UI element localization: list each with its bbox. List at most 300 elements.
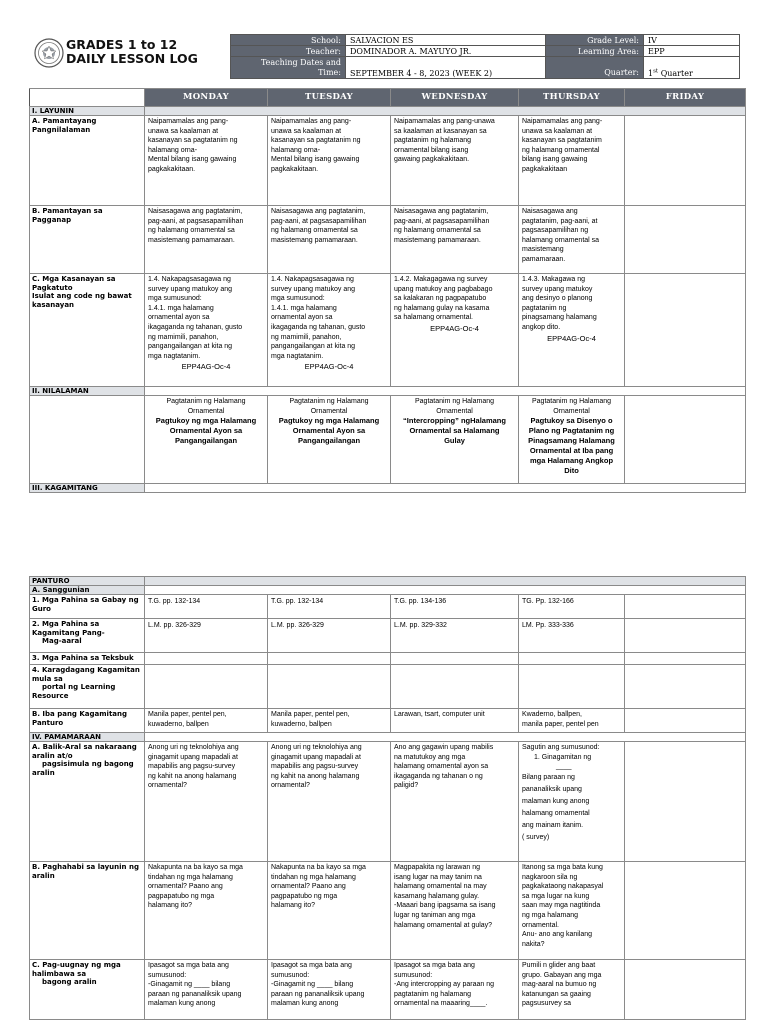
text-line: Ipasagot sa mga bata ang — [148, 962, 229, 969]
text-line: nagkaroon sila ng — [522, 873, 578, 881]
cell-paghahabi-thursday — [519, 862, 625, 960]
text-line: pagtatanim ng halamang — [394, 990, 472, 998]
text-line: Ipasagot sa mga bata ang — [271, 962, 352, 969]
text-line: malaman kung anong — [148, 1000, 216, 1008]
text-line: unawa sa kaalaman at — [271, 127, 342, 135]
cell-nilalaman-monday — [145, 396, 268, 484]
day-header-tuesday: TUESDAY — [268, 89, 391, 107]
text-line: halamang ornamental ayon sa — [394, 763, 489, 771]
text-line: masistemang pamamaraan. — [148, 236, 235, 244]
section-label-layunin: I. LAYUNIN — [30, 107, 145, 116]
text-line: Anu- ano ang kanilang — [522, 931, 593, 939]
lesson-log-table-2 — [29, 576, 746, 1020]
row-label-pamantayan-sa-pagganap: B. Pamantayan sa Pagganap — [30, 206, 145, 274]
text-line: kasanayan sa pagtatanim ng — [148, 137, 238, 145]
cell-iba-wednesday — [391, 709, 519, 733]
text-line: ng kahit na anong halamang — [271, 772, 360, 780]
table-row — [30, 709, 746, 733]
text-line: Pangangailangan — [297, 436, 361, 446]
cell-nilalaman-wednesday — [391, 396, 519, 484]
text-line: Anong uri ng teknolohiya ang — [148, 744, 239, 751]
text-line: Manila paper, pentel pen, — [271, 711, 350, 718]
section-fill — [145, 586, 746, 595]
nilalaman-title — [394, 416, 515, 446]
section-fill — [145, 107, 746, 116]
table-row — [30, 206, 746, 274]
text-line: Naipamamalas ang pang-unawa — [394, 118, 495, 125]
teaching-dates-label-line-2: Time: — [318, 68, 341, 77]
text-line: pangangailangan at kita ng — [148, 343, 233, 351]
cell-c-thursday-text — [522, 275, 621, 333]
pag-uugnay-label-line: C. Pag-uugnay ng mga — [32, 961, 121, 969]
text-line: paraan ng pananaliksik upang — [148, 990, 242, 998]
cell-balik-aral-monday — [145, 742, 268, 862]
text-line: sumusunod: — [394, 971, 433, 979]
text-line: pag-aani, at pagsasapamilihan — [271, 217, 367, 225]
table-row — [30, 742, 746, 862]
cell-iba-thursday — [519, 709, 625, 733]
text-line: pag-aani, at pagsasapamilihan — [148, 217, 244, 225]
text-line: halamang ornamental sa — [522, 236, 600, 244]
cell-gabay-tuesday: T.G. pp. 132-134 — [268, 595, 391, 619]
cell-pag-uugnay-tuesday — [268, 960, 391, 1020]
karag-label-line: mula sa — [32, 674, 63, 683]
table-row — [30, 960, 746, 1020]
cell-balik-aral-friday — [625, 742, 746, 862]
learning-area-value: EPP — [644, 46, 740, 57]
header-info-table — [230, 34, 740, 79]
text-line: 1.4.1. mga halamang — [148, 304, 214, 312]
title-line-2: DAILY LESSON LOG — [66, 51, 198, 66]
section-row-nilalaman — [30, 387, 746, 396]
text-line: pagkakataong nakapasyal — [522, 883, 604, 891]
text-line: Ornamental sa Halamang — [409, 426, 500, 436]
text-line: 1.4. Nakapagsasagawa ng — [148, 276, 231, 283]
cell-lm-wednesday: L.M. pp. 329-332 — [391, 619, 519, 653]
text-line: Gulay — [444, 436, 465, 446]
cell-paghahabi-friday — [625, 862, 746, 960]
competency-code: EPP4AG-Oc-4 — [304, 362, 354, 372]
quarter-label: Quarter: — [546, 57, 644, 79]
cell-b-friday — [625, 206, 746, 274]
text-line: Ornamental at Iba pang — [529, 446, 614, 456]
cell-c-wednesday — [391, 274, 519, 387]
cell-a-monday — [145, 116, 268, 206]
section-label-sanggunian: A. Sanggunian — [30, 586, 145, 595]
day-header-blank — [30, 89, 145, 107]
text-line: pangangailangan at kita ng — [271, 343, 356, 351]
text-line: tindahan ng mga halamang — [271, 873, 356, 881]
cell-lm-tuesday: L.M. pp. 326-329 — [268, 619, 391, 653]
text-line: ng halamang ornamental — [522, 146, 600, 154]
text-line: Pangangailangan — [174, 436, 238, 446]
text-line: Itanong sa mga bata kung — [522, 864, 603, 871]
cell-karag-friday — [625, 665, 746, 709]
row-label-mga-kasanayan — [30, 274, 145, 387]
text-line: ng halamang ornamental sa — [394, 227, 481, 235]
teaching-dates-value: SEPTEMBER 4 - 8, 2023 (WEEK 2) — [346, 57, 546, 79]
section-row-sanggunian — [30, 586, 746, 595]
cell-c-thursday — [519, 274, 625, 387]
text-line: kasanayan sa pagtatanim — [522, 137, 602, 145]
balik-aral-label-line: A. Balik-Aral sa nakaraang — [32, 743, 137, 751]
text-line: gawaing pagkakakitaan. — [394, 156, 470, 164]
text-line: kasamang halamang gulay. — [394, 892, 480, 900]
cell-a-tuesday — [268, 116, 391, 206]
section-label-kagamitang: III. KAGAMITANG — [30, 484, 145, 493]
cell-c-monday — [145, 274, 268, 387]
competency-code: EPP4AG-Oc-4 — [547, 333, 596, 343]
cell-paghahabi-tuesday — [268, 862, 391, 960]
section-label-panturo: PANTURO — [30, 577, 145, 586]
nilalaman-title — [148, 416, 264, 446]
day-header-monday: MONDAY — [145, 89, 268, 107]
text-line: ( survey) — [522, 833, 550, 841]
cell-c-wednesday-text — [394, 275, 515, 323]
row-label-teksbuk: 3. Mga Pahina sa Teksbuk — [30, 653, 145, 665]
cell-lm-thursday: LM. Pp. 333-336 — [519, 619, 625, 653]
competency-code: EPP4AG-Oc-4 — [181, 362, 231, 372]
text-line: Ipasagot sa mga bata ang — [394, 962, 475, 969]
text-line: Naisasagawa ang pagtatanim, — [394, 208, 489, 215]
cell-a-thursday — [519, 116, 625, 206]
section-row-kagamitang — [30, 484, 746, 493]
cell-teksbuk-monday — [145, 653, 268, 665]
cell-balik-aral-wednesday — [391, 742, 519, 862]
thursday-question-1: 1. Ginagamitan ng — [534, 753, 592, 761]
text-line: isang lugar na may tanim na — [394, 873, 482, 881]
text-line: mga nagtatanim. — [271, 352, 324, 360]
text-line: pagpapatubo ng mga — [148, 892, 215, 900]
day-header-thursday: THURSDAY — [519, 89, 625, 107]
text-line: pagkakakitaan. — [148, 165, 196, 173]
row-label-iba-pang-kagamitang — [30, 709, 145, 733]
balik-aral-label-line: aralin at/o — [32, 751, 73, 760]
text-line: masistemang pamamaraan. — [394, 236, 481, 244]
nilalaman-topic — [271, 397, 387, 416]
text-line: kasanayan sa pagtatanim ng — [271, 137, 361, 145]
cell-a-friday — [625, 116, 746, 206]
lesson-log-table-1 — [29, 88, 746, 493]
text-line: “Intercropping” ngHalamang — [403, 416, 506, 426]
text-line: 1.4. Nakapagsasagawa ng — [271, 276, 354, 283]
text-line: Ornamental Ayon sa — [169, 426, 243, 436]
text-line: sa kalakaran ng pagpapatubo — [394, 295, 487, 303]
text-line: -Maaari bang ipagsama sa isang — [394, 902, 496, 910]
cell-karag-tuesday — [268, 665, 391, 709]
text-line: pagsasapamilihan ng — [522, 227, 589, 235]
cell-b-tuesday — [268, 206, 391, 274]
text-line: ikagaganda ng tahanan, gusto — [271, 323, 366, 331]
text-line: ng halamang ornamental sa — [148, 227, 235, 235]
text-line: Pagtatanim ng Halamang — [289, 398, 369, 405]
text-line: Naisasagawa ang — [522, 208, 578, 215]
text-line: Nakapunta na ba kayo sa mga — [148, 864, 243, 871]
text-line: pananaliksik upang — [522, 785, 582, 793]
text-line: -Ang intercropping ay paraan ng — [394, 981, 495, 989]
text-line: nakita? — [522, 940, 545, 948]
text-line: masistemang pamamaraan. — [271, 236, 358, 244]
text-line: pinagsamang halamang — [522, 314, 597, 322]
row-label-karagdagang-kagamitan — [30, 665, 145, 709]
cell-iba-monday — [145, 709, 268, 733]
text-line: Pagtatanim ng Halamang — [166, 398, 246, 405]
text-line: mag-aaral na bumuo ng — [522, 981, 597, 989]
cell-pag-uugnay-thursday — [519, 960, 625, 1020]
text-line: manila paper, pentel pen — [522, 720, 599, 728]
cell-nilalaman-tuesday — [268, 396, 391, 484]
text-line: mapabilis ang pagsu-survey — [271, 763, 359, 771]
text-line: ng mga halamang — [522, 911, 579, 919]
section-fill — [145, 577, 746, 586]
text-line: masistemang — [522, 246, 564, 254]
text-line: ang mainam itanim. — [522, 821, 584, 829]
table-row — [30, 665, 746, 709]
table-row — [30, 396, 746, 484]
row-label-kasanayan-line-2: Isulat ang code ng bawat kasanayan — [32, 292, 132, 309]
table-row — [30, 595, 746, 619]
text-line: halamang ito? — [148, 902, 192, 910]
cell-nilalaman-label — [30, 396, 145, 484]
day-header-friday: FRIDAY — [625, 89, 746, 107]
text-line: Ornamental Ayon sa — [292, 426, 366, 436]
text-line: ang desinyo o planong — [522, 295, 593, 303]
cell-lm-friday — [625, 619, 746, 653]
cell-nilalaman-friday — [625, 396, 746, 484]
table-row — [30, 274, 746, 387]
karag-label-line: Resource — [32, 691, 69, 700]
deped-seal-logo — [34, 37, 64, 69]
text-line: Naipamamalas ang pang- — [271, 118, 352, 125]
teaching-dates-label — [231, 57, 346, 79]
cell-teksbuk-tuesday — [268, 653, 391, 665]
text-line: tindahan ng mga halamang — [148, 873, 233, 881]
text-line: Ano ang gagawin upang mabilis — [394, 744, 494, 751]
row-label-pamantayang-pangnilalaman: A. Pamantayang Pangnilalaman — [30, 116, 145, 206]
text-line: Ornamental — [553, 407, 590, 415]
text-line: ng halamang gulay na kasama — [394, 304, 490, 312]
text-line: halamang ito? — [271, 902, 315, 910]
cell-paghahabi-monday — [145, 862, 268, 960]
text-line: ng halamang ornamental sa — [271, 227, 358, 235]
document-title — [66, 38, 198, 66]
cell-gabay-wednesday: T.G. pp. 134-136 — [391, 595, 519, 619]
text-line: sa mga lugar na kung — [522, 892, 590, 900]
karag-label-line: 4. Karagdagang Kagamitan — [32, 666, 140, 674]
text-line: ornamental? Paano ang — [148, 883, 223, 891]
text-line: Larawan, tsart, computer unit — [394, 711, 485, 718]
text-line: pagtatanim ng halamang — [394, 137, 472, 145]
text-line: Ornamental — [187, 407, 225, 415]
cell-karag-monday — [145, 665, 268, 709]
text-line: Mental bilang isang gawaing — [148, 156, 237, 164]
text-line: B. Paghahabi sa layunin ng — [32, 863, 139, 871]
row-label-paghahabi — [30, 862, 145, 960]
text-line: pagtatanim ng — [522, 304, 567, 312]
text-line: survey upang matukoy ang — [148, 285, 233, 293]
pag-uugnay-label-line: halimbawa sa — [32, 969, 87, 978]
text-line: 1. Mga Pahina sa Gabay ng — [32, 596, 139, 604]
text-line: Magpapakita ng larawan ng — [394, 864, 481, 871]
row-label-gabay-ng-guro — [30, 595, 145, 619]
cell-iba-tuesday — [268, 709, 391, 733]
day-header-wednesday: WEDNESDAY — [391, 89, 519, 107]
text-line: angkop dito. — [522, 323, 561, 331]
balik-aral-label-line: pagsisimula ng bagong — [42, 760, 134, 768]
text-line: Naipamamalas ang pang- — [148, 118, 229, 125]
row-label-pag-uugnay — [30, 960, 145, 1020]
text-line: ornamental bilang isang — [394, 146, 469, 154]
cell-paghahabi-wednesday — [391, 862, 519, 960]
cell-teksbuk-wednesday — [391, 653, 519, 665]
cell-balik-aral-tuesday — [268, 742, 391, 862]
text-line: Kwaderno, ballpen, — [522, 711, 582, 718]
text-line: ornamental? — [271, 782, 310, 790]
text-line: unawa sa kaalaman at — [522, 127, 593, 135]
text-line: -Ginagamit ng ____ bilang — [271, 981, 354, 989]
section-row-pamamaraan — [30, 733, 746, 742]
cell-pag-uugnay-friday — [625, 960, 746, 1020]
text-line: katanungan sa gaaing — [522, 990, 591, 998]
text-line: kuwaderno, ballpen — [148, 720, 209, 728]
text-line: halamang ornamental — [522, 809, 590, 817]
quarter-value — [644, 57, 740, 79]
text-line: pagpapatubo ng mga — [271, 892, 338, 900]
nilalaman-topic — [394, 397, 515, 416]
text-line: halamang ornamental at gulay? — [394, 921, 493, 929]
text-line: sumusunod: — [148, 971, 187, 979]
teacher-label: Teacher: — [231, 46, 346, 57]
nilalaman-title — [271, 416, 387, 446]
text-line: pagkakakitaan — [522, 165, 568, 173]
text-line: Manila paper, pentel pen, — [148, 711, 227, 718]
text-line: Pumili n glider ang baat — [522, 962, 596, 969]
text-line: pagsusurvey sa — [522, 1000, 572, 1008]
cell-pag-uugnay-monday — [145, 960, 268, 1020]
table-row — [30, 862, 746, 960]
text-line: bilang isang gawaing — [522, 156, 588, 164]
text-line: ornamental ayon sa — [271, 314, 333, 322]
cell-c-monday-text — [148, 275, 264, 361]
cell-b-monday — [145, 206, 268, 274]
text-line: survey upang matukoy — [522, 285, 593, 293]
karag-label-line: portal ng Learning — [42, 683, 116, 691]
text-line: ng kahit na anong halamang — [148, 772, 237, 780]
text-line: sa kaalaman at kasanayan sa — [394, 127, 487, 135]
text-line: ng mamimili, panahon, — [271, 333, 342, 341]
text-line: survey upang matukoy ang — [271, 285, 356, 293]
lm-label-line: 2. Mga Pahina sa — [32, 620, 100, 628]
text-line: ornamental? — [148, 782, 187, 790]
text-line: Anong uri ng teknolohiya ang — [271, 744, 362, 751]
text-line: halamang orna- — [271, 146, 321, 154]
text-line: pagtatanim, pag-aani, at — [522, 217, 598, 225]
nilalaman-topic — [148, 397, 264, 416]
text-line: Naisasagawa ang pagtatanim, — [271, 208, 366, 215]
text-line: ginagamit upang mapadali at — [148, 753, 238, 761]
title-line-1: GRADES 1 to 12 — [66, 37, 178, 52]
cell-gabay-thursday: TG. Pp. 132-166 — [519, 595, 625, 619]
section-row-panturo — [30, 577, 746, 586]
text-line: Pinagsamang Halamang — [528, 436, 615, 446]
thursday-instruction: Sagutin ang sumusunod: — [522, 744, 600, 751]
text-line: malaman kung anong — [522, 797, 590, 805]
text-line: pamamaraan. — [522, 255, 566, 263]
school-label: School: — [231, 35, 346, 46]
text-line: Guro — [32, 604, 51, 613]
cell-b-thursday — [519, 206, 625, 274]
cell-karag-thursday — [519, 665, 625, 709]
section-label-nilalaman: II. NILALAMAN — [30, 387, 145, 396]
text-line: Naipamamalas ang pang- — [522, 118, 603, 125]
section-label-pamamaraan: IV. PAMAMARAAN — [30, 733, 145, 742]
text-line: Pagtukoy ng mga Halamang — [278, 416, 380, 426]
cell-a-wednesday — [391, 116, 519, 206]
thursday-blank: ____ — [556, 763, 572, 771]
text-line: ikagaganda ng tahanan o ng — [394, 772, 483, 780]
thursday-answer-text — [522, 772, 621, 844]
text-line: Dito — [564, 466, 579, 476]
cell-nilalaman-thursday — [519, 396, 625, 484]
text-line: sumusunod: — [271, 971, 310, 979]
nilalaman-title — [522, 416, 621, 476]
text-line: Nakapunta na ba kayo sa mga — [271, 864, 366, 871]
text-line: paligid? — [394, 782, 419, 790]
pag-uugnay-label-line: bagong aralin — [42, 978, 97, 986]
text-line: Ornamental — [310, 407, 348, 415]
cell-iba-friday — [625, 709, 746, 733]
text-line: mga nagtatanim. — [148, 352, 201, 360]
text-line: ornamental ayon sa — [148, 314, 210, 322]
cell-lm-monday: L.M. pp. 326-329 — [145, 619, 268, 653]
text-line: Mental bilang isang gawaing — [271, 156, 360, 164]
cell-b-wednesday — [391, 206, 519, 274]
lm-label-line: Kagamitang Pang- — [32, 628, 105, 637]
text-line: sa halamang ornamental. — [394, 314, 473, 322]
row-label-kagamitang-mag-aaral — [30, 619, 145, 653]
cell-c-tuesday-text — [271, 275, 387, 361]
text-line: ornamental na maaaring____. — [394, 1000, 488, 1008]
teacher-value: DOMINADOR A. MAYUYO JR. — [346, 46, 546, 57]
cell-pag-uugnay-wednesday — [391, 960, 519, 1020]
grade-level-value: IV — [644, 35, 740, 46]
table-row — [30, 116, 746, 206]
text-line: ng mamimili, panahon, — [148, 333, 219, 341]
text-line: ornamental? Paano ang — [271, 883, 346, 891]
text-line: Panturo — [32, 718, 64, 727]
section-fill — [145, 733, 746, 742]
text-line: lugar ng taniman ang mga — [394, 911, 476, 919]
teaching-dates-label-line-1: Teaching Dates and — [260, 58, 341, 67]
nilalaman-topic — [522, 397, 621, 416]
row-label-balik-aral — [30, 742, 145, 862]
text-line: mga sumusunod: — [148, 295, 202, 303]
cell-gabay-monday: T.G. pp. 132-134 — [145, 595, 268, 619]
balik-aral-label-line: aralin — [32, 768, 55, 777]
text-line: saan may mga nagtitinda — [522, 902, 601, 910]
text-line: halamang orna- — [148, 146, 198, 154]
text-line: unawa sa kaalaman at — [148, 127, 219, 135]
text-line: mapabilis ang pagsu-survey — [148, 763, 236, 771]
text-line: malaman kung anong — [271, 1000, 339, 1008]
cell-c-friday — [625, 274, 746, 387]
quarter-word: Quarter — [660, 69, 693, 78]
text-line: -Ginagamit ng ____ bilang — [148, 981, 231, 989]
row-label-kasanayan-line-1: C. Mga Kasanayan sa Pagkatuto — [32, 275, 116, 292]
text-line: grupo. Gabayan ang mga — [522, 971, 602, 979]
text-line: upang matukoy ang pagbabago — [394, 285, 493, 293]
text-line: paraan ng pananaliksik upang — [271, 990, 365, 998]
